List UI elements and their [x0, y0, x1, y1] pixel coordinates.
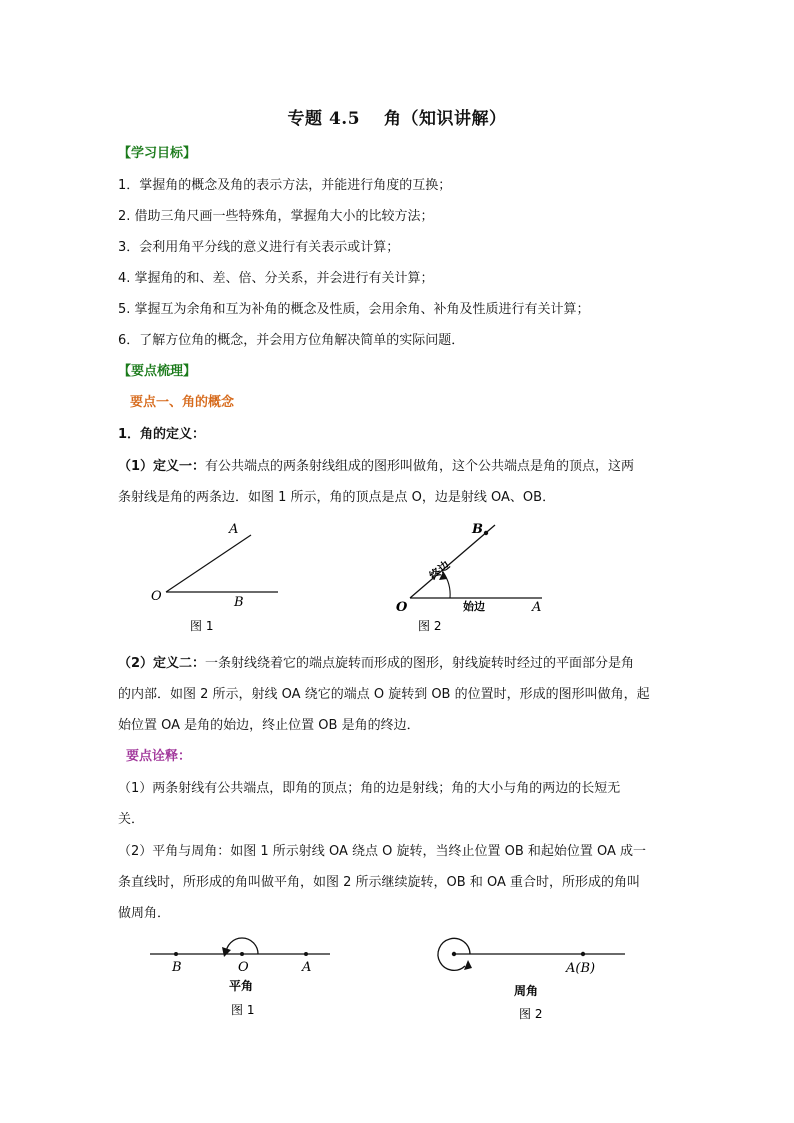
straight-full-angle-figures: [0, 930, 794, 1030]
objective-item: 4. 掌握角的和、差、倍、分关系，并会进行有关计算；: [118, 271, 434, 286]
objective-item: 5. 掌握互为余角和互为补角的概念及性质，会用余角、补角及性质进行有关计算；: [118, 302, 590, 317]
straight-caption: 图 1: [231, 1003, 255, 1017]
definition-1-text: 有公共端点的两条射线组成的图形叫做角，这个公共端点是角的顶点，这两: [205, 459, 635, 474]
fig2-point-b: [484, 531, 488, 535]
fig1-label-a: A: [229, 522, 239, 537]
note-2: （2）平角与周角：如图 1 所示射线 OA 绕点 O 旋转，当终止位置 OB 和起始位置 OA 成一: [118, 844, 647, 859]
fig2-label-o: O: [396, 600, 408, 615]
objective-item: 6．了解方位角的概念，并会用方位角解决简单的实际问题．: [118, 333, 465, 348]
definition-2-line: [118, 655, 634, 673]
fig2-caption: 图 2: [418, 619, 442, 633]
definition-1-label: （1）定义一：: [118, 459, 206, 474]
objective-item: 3．会利用角平分线的意义进行有关表示或计算；: [118, 240, 400, 255]
straight-label-b: B: [172, 960, 182, 975]
page-title: 专题 4.5 角（知识讲解）: [287, 109, 507, 129]
fig2-label-a: A: [532, 600, 542, 615]
fig2-label-terminal: 终边: [427, 558, 453, 583]
straight-angle-arrow: [222, 947, 231, 957]
note-1-cont: 关．: [118, 812, 145, 827]
note-2-cont: 做周角．: [118, 906, 171, 921]
full-label-ab: A(B): [566, 961, 596, 976]
definition-1-line: [118, 458, 634, 476]
objective-item: 1．掌握角的概念及角的表示方法，并能进行角度的互换；: [118, 178, 452, 193]
point1-subheading: 1．角的定义：: [118, 427, 206, 442]
notes-heading: 要点诠释：: [126, 749, 192, 764]
fig2-label-b: B: [472, 522, 483, 537]
angle-figures: [0, 515, 794, 640]
straight-angle-figure: [150, 938, 330, 1017]
full-angle-name: 周角: [514, 984, 539, 998]
straight-angle-name: 平角: [229, 979, 254, 993]
fig2-label-initial: 始边: [463, 600, 485, 613]
definition-2-label: （2）定义二：: [118, 656, 206, 671]
straight-label-a: A: [302, 960, 312, 975]
figure-1: [151, 522, 278, 633]
point1-heading: 要点一、角的概念: [130, 395, 235, 410]
objective-item: 2. 借助三角尺画一些特殊角，掌握角大小的比较方法；: [118, 209, 434, 224]
definition-2-text: 一条射线绕着它的端点旋转而形成的图形，射线旋转时经过的平面部分是角: [205, 656, 635, 671]
objectives-header: 【学习目标】: [118, 146, 197, 161]
full-caption: 图 2: [519, 1007, 543, 1021]
full-angle-figure: [438, 938, 625, 1021]
key-points-header: 【要点梳理】: [118, 364, 197, 379]
definition-2-text-cont: 的内部．如图 2 所示，射线 OA 绕它的端点 O 旋转到 OB 的位置时，形成的图形叫做角，起: [118, 687, 650, 702]
fig1-label-b: B: [234, 595, 244, 610]
figure-2: [396, 522, 542, 633]
full-angle-arrow: [464, 960, 472, 970]
fig1-label-o: O: [151, 589, 162, 604]
fig1-caption: 图 1: [190, 619, 214, 633]
straight-label-o: O: [238, 960, 249, 975]
definition-2-text-cont: 始位置 OA 是角的始边，终止位置 OB 是角的终边．: [118, 718, 420, 733]
note-1: （1）两条射线有公共端点，即角的顶点；角的边是射线；角的大小与角的两边的长短无: [118, 781, 621, 796]
definition-1-text-cont: 条射线是角的两条边．如图 1 所示，角的顶点是点 O，边是射线 OA、OB．: [118, 490, 556, 505]
note-2-cont: 条直线时，所形成的角叫做平角，如图 2 所示继续旋转，OB 和 OA 重合时，所形成的角叫: [118, 875, 640, 890]
